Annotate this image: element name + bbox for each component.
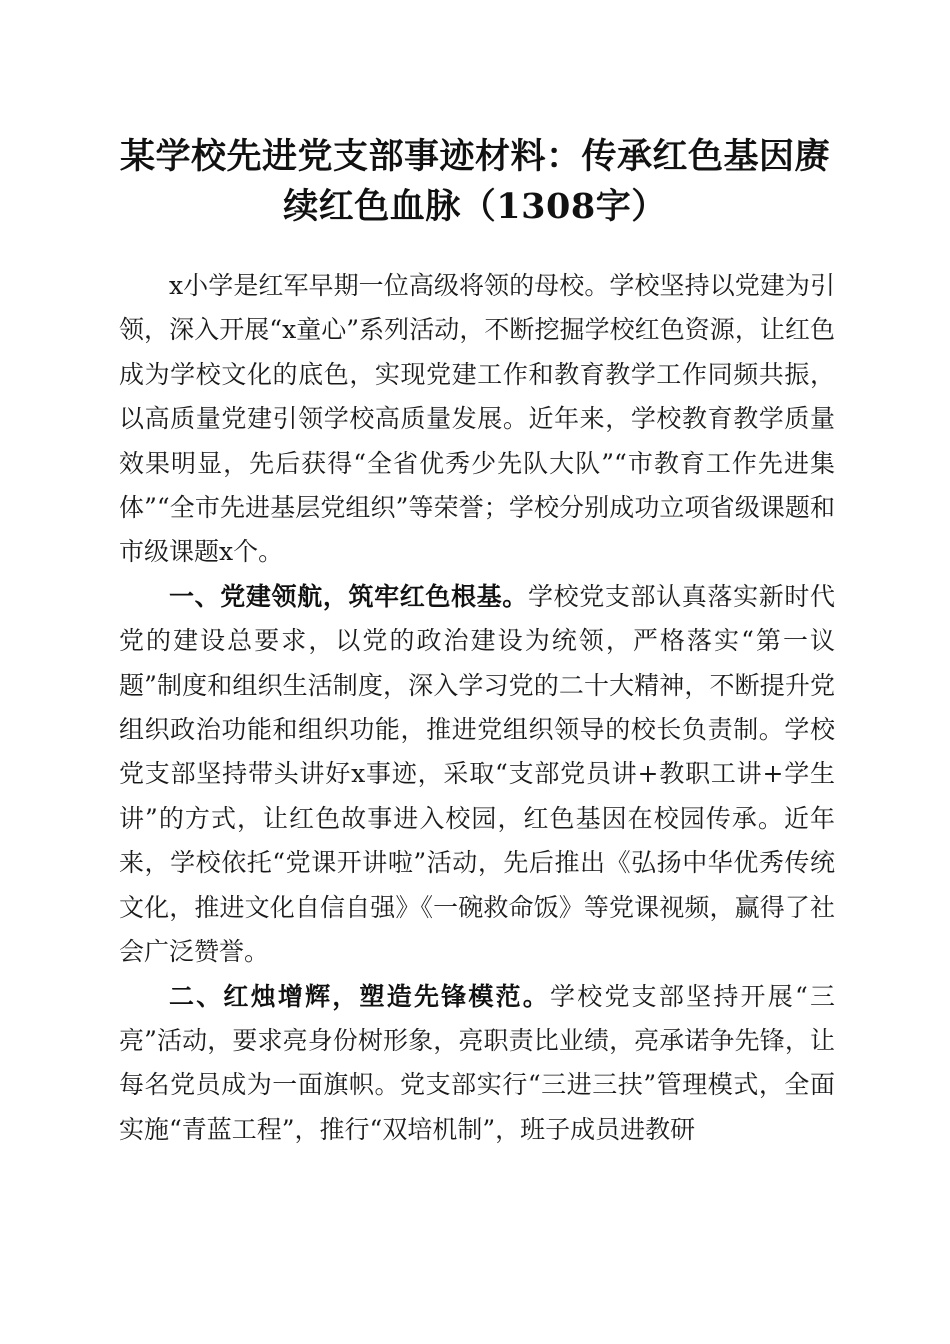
document-body xyxy=(119,264,835,1152)
paragraph-intro xyxy=(119,264,835,575)
paragraph-text: 学校党支部坚持开展“三亮”活动，要求亮身份树形象，亮职责比业绩，亮承诺争先锋，让每名党员成为一面旗帜。党支部实行“三进三扶”管理模式，全面实施“青蓝工程”，推行“双培机制”，班子成员进教研 xyxy=(119,981,835,1144)
paragraph-section-1 xyxy=(119,575,835,975)
title-line-1: 某学校先进党支部事迹材料：传承红色基因赓 xyxy=(119,136,830,177)
paragraph-section-2 xyxy=(119,975,835,1153)
paragraph-text: x小学是红军早期一位高级将领的母校。学校坚持以党建为引领，深入开展“x童心”系列活动，不断挖掘学校红色资源，让红色成为学校文化的底色，实现党建工作和教育教学工作同频共振，以高质量党建引领学校高质量发展。近年来，学校教育教学质量效果明显，先后获得“全省优秀少先队大队”“市教育工作先进集体”“全市先进基层党组织”等荣誉；学校分别成功立项省级课题和市级课题x个。 xyxy=(119,271,835,567)
title-line-2: 续红色血脉（1308字） xyxy=(283,186,667,227)
document-title xyxy=(100,132,850,232)
section-heading: 二、红烛增辉，塑造先锋模范。 xyxy=(169,981,551,1011)
paragraph-text: 学校党支部认真落实新时代党的建设总要求，以党的政治建设为统领，严格落实“第一议题”制度和组织生活制度，深入学习党的二十大精神，不断提升党组织政治功能和组织功能，推进党组织领导的校长负责制。学校党支部坚持带头讲好x事迹，采取“支部党员讲+教职工讲+学生讲”的方式，让红色故事进入校园，红色基因在校园传承。近年来，学校依托“党课开讲啦”活动，先后推出《弘扬中华优秀传统文化，推进文化自信自强》《一碗救命饭》等党课视频，赢得了社会广泛赞誉。 xyxy=(119,581,835,967)
section-heading: 一、党建领航，筑牢红色根基。 xyxy=(169,581,528,611)
